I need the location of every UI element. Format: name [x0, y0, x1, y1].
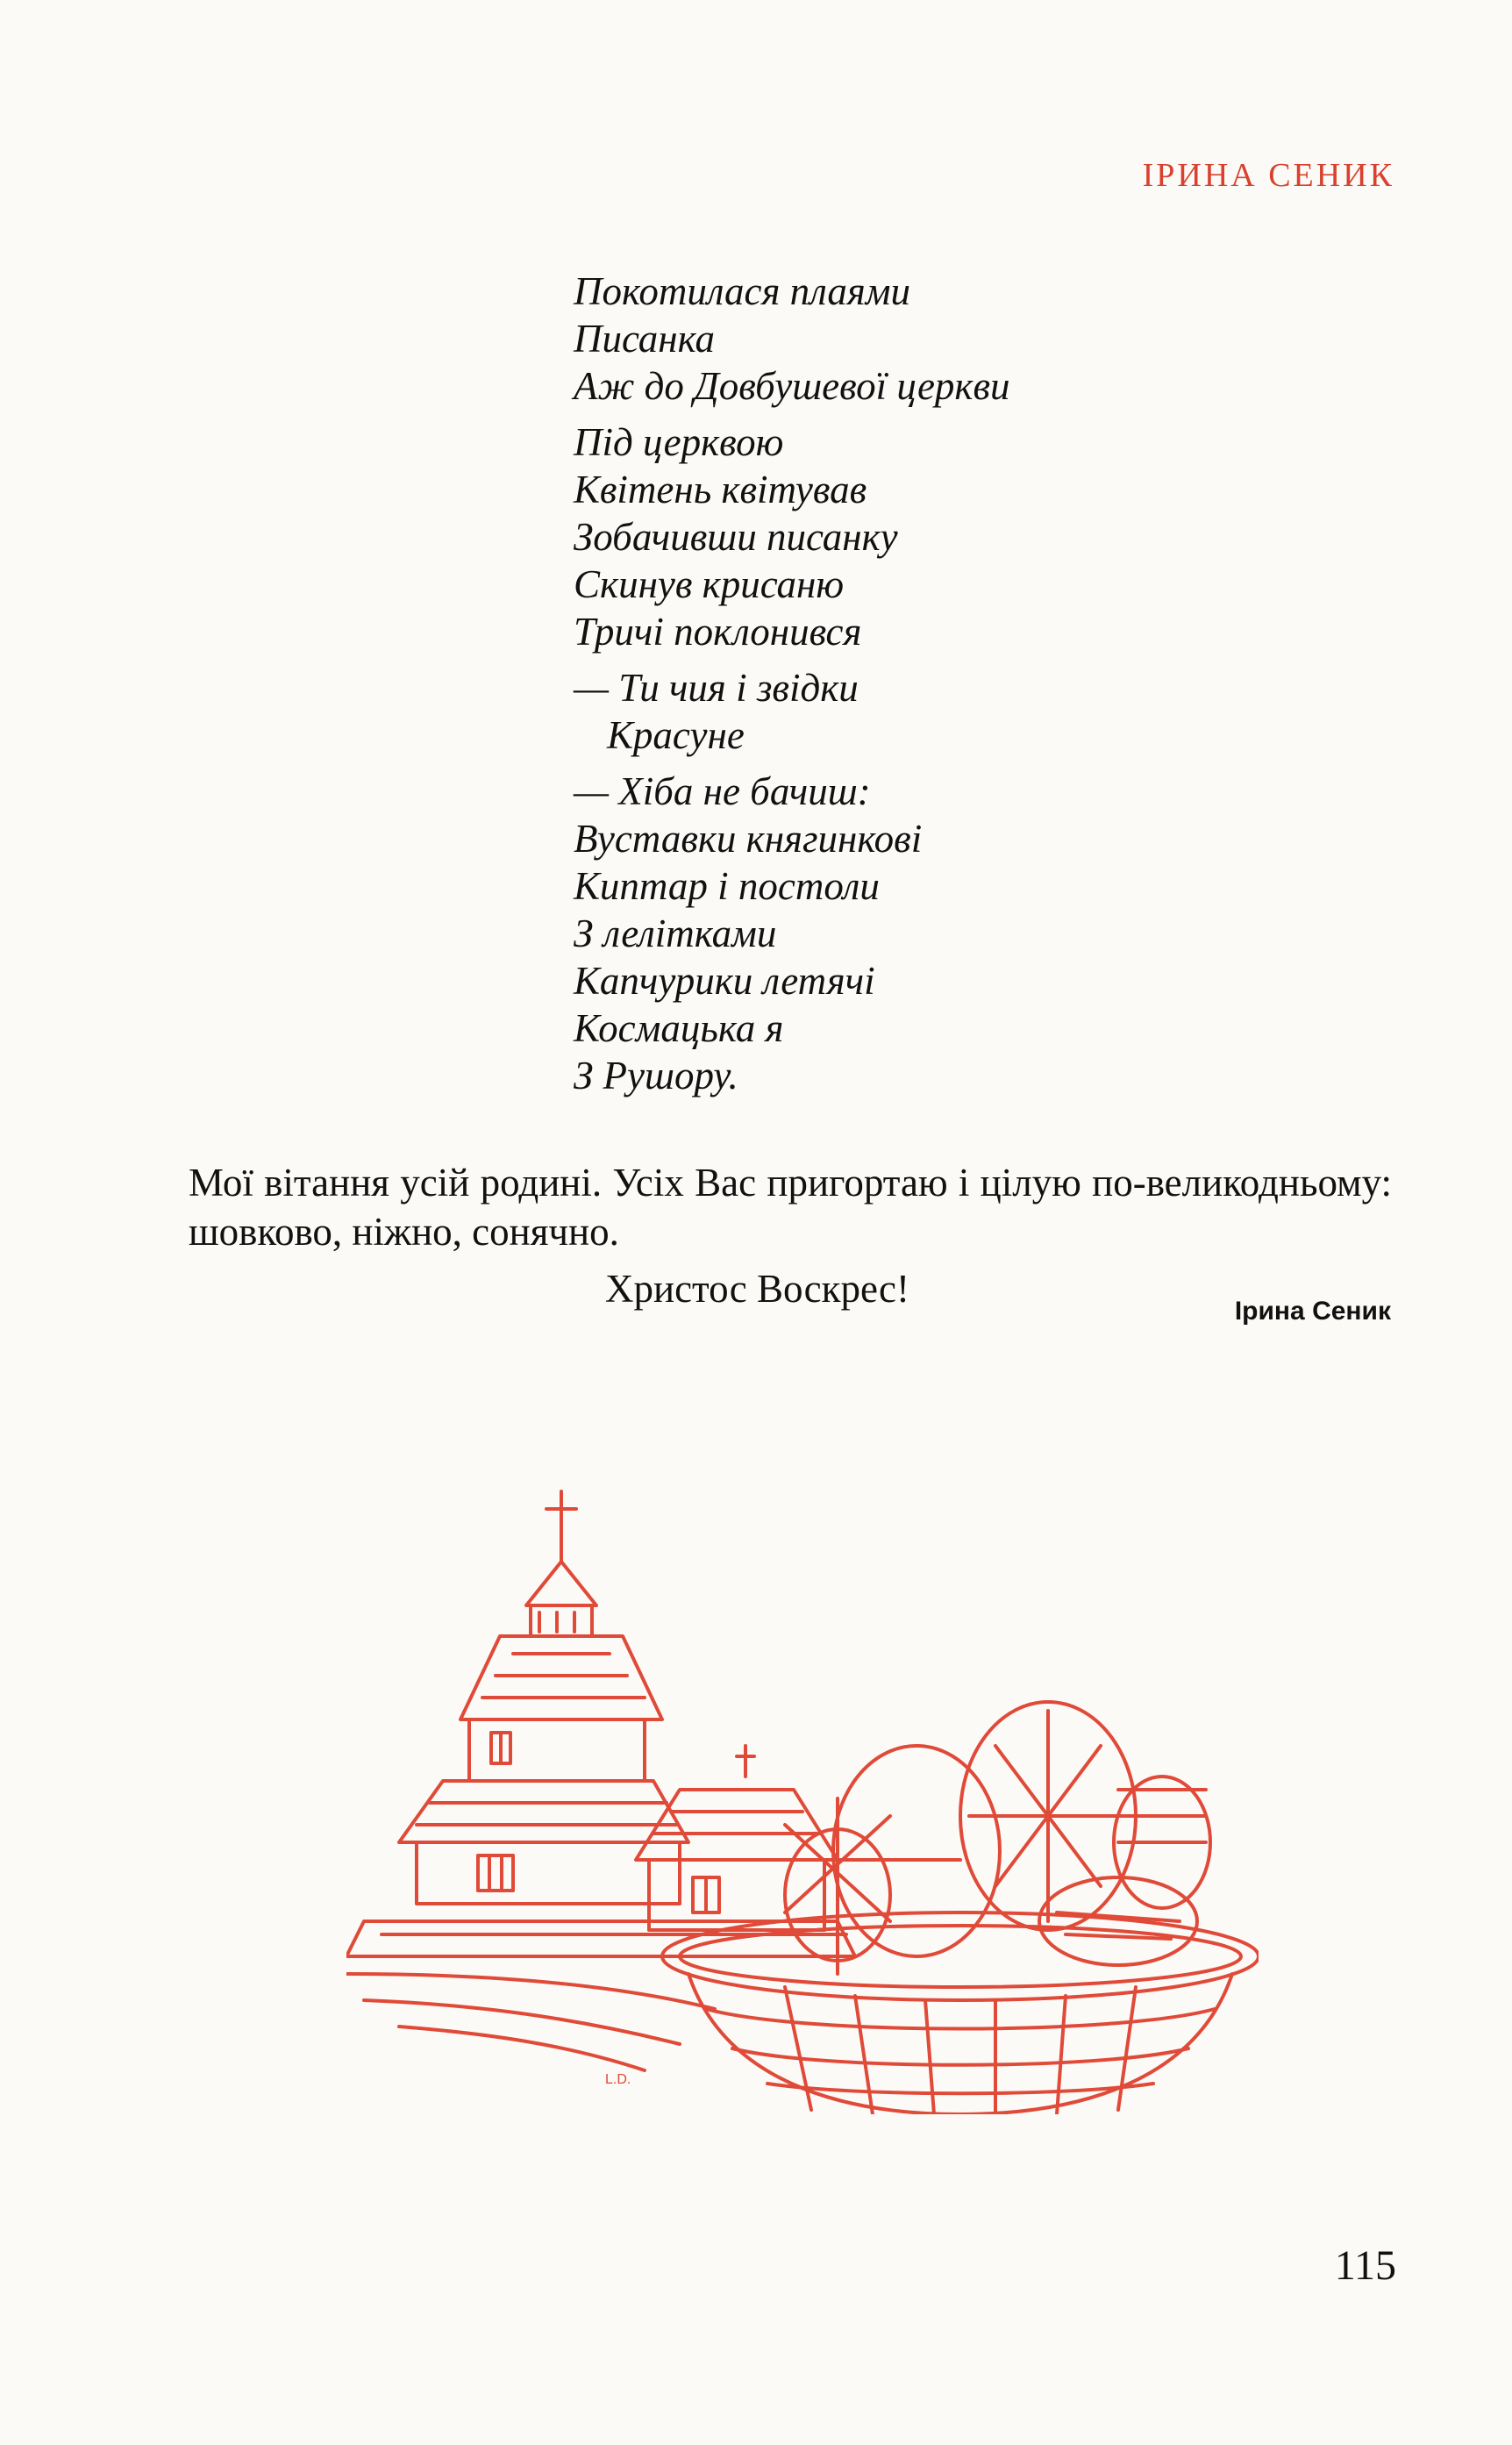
poem-stanza — [574, 268, 1187, 410]
poem-line: Скинув крисаню — [574, 562, 845, 606]
poem-line: Аж до Довбушевої церкви — [574, 364, 1010, 408]
poem-stanza — [574, 664, 1187, 759]
church-drawing — [346, 1491, 855, 2070]
poem-line: Тричі поклонився — [574, 610, 862, 654]
poem-line: Писанка — [574, 317, 716, 361]
easter-illustration — [346, 1483, 1259, 2114]
poem-line: Квітень квітував — [574, 468, 867, 511]
poem-line: — Ти чия і звідки — [574, 666, 859, 710]
poem-line: Капчурики летячі — [574, 959, 875, 1003]
artist-initials: L.D. — [605, 2072, 631, 2087]
easter-basket-drawing — [662, 1702, 1259, 2114]
poem-line: З лелітками — [574, 912, 777, 955]
poem-line: Красуне — [607, 713, 745, 757]
poem-line: З Рушору. — [574, 1054, 738, 1097]
poem-stanza — [574, 418, 1187, 655]
poem — [574, 268, 1187, 1108]
poem-line: — Хіба не бачиш: — [574, 769, 871, 813]
greeting-paragraph: Мої вітання усій родині. Усіх Вас пригортаю і цілую по-великодньому: шовково, ніжно, сонячно. — [189, 1161, 1392, 1254]
poem-stanza — [574, 768, 1187, 1099]
running-head-author: ІРИНА СЕНИК — [1142, 157, 1394, 194]
signature: Ірина Сеник — [1234, 1297, 1391, 1326]
closing-line: Христос Воскрес! — [605, 1267, 909, 1311]
poem-line: Покотилася плаями — [574, 269, 910, 313]
poem-line: Вуставки княгинкові — [574, 817, 923, 861]
poem-line: Під церквою — [574, 420, 784, 464]
poem-line: Космацька я — [574, 1006, 784, 1050]
poem-line: Киптар і постоли — [574, 864, 880, 908]
page-number: 115 — [1334, 2242, 1396, 2289]
poem-line: Зобачивши писанку — [574, 515, 898, 559]
